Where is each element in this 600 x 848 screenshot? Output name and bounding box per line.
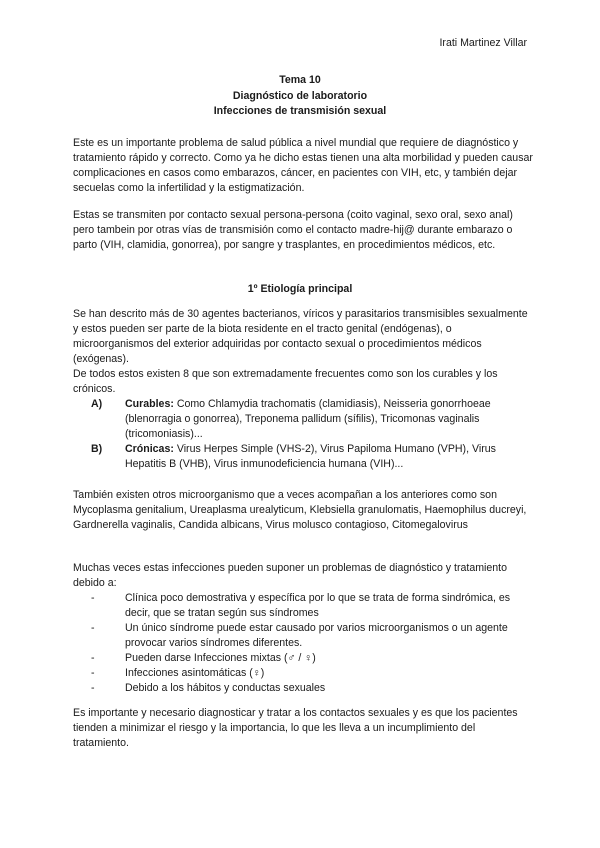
intro-text-1: Este es un importante problema de salud pública a nivel mundial que requiere de diagnóstico y tratamiento rápido y correcto. Como ya he dicho estas tienen una alta morbilidad y pueden causar complicaciones en casos como embarazos, cáncer, en pacientes con VIH, etc, y también dejar secuelas como la infertilidad y la estigmatización. xyxy=(73,137,533,194)
etiology-paragraph-1: Se han descrito más de 30 agentes bacterianos, víricos y parasitarios transmisibles sexualmente y estos pueden ser parte de la biota residente en el tracto genital (endógenas), o microorganismos del exterior adquiridas por contacto sexual o procedimientos médicos (exógenas). xyxy=(73,308,528,365)
list-item xyxy=(91,651,533,666)
list-item xyxy=(91,666,533,681)
list-item-text: Pueden darse Infecciones mixtas (♂ / ♀) xyxy=(125,652,316,664)
list-item-text: Clínica poco demostrativa y específica por lo que se trata de forma sindrómica, es decir, que se tratan según sus síndromes xyxy=(125,592,511,619)
list-item-cronicas xyxy=(91,442,533,472)
intro-text-2: Estas se transmiten por contacto sexual persona-persona (coito vaginal, sexo oral, sexo anal) pero tambein por otras vías de transmisión como el contacto madre-hij@ durante embarazo o parto (VIH, clamidia, gonorrea), por sangre y trasplantes, en procedimientos médicos, etc. xyxy=(73,209,513,251)
title-subject: Diagnóstico de laboratorio xyxy=(232,89,368,102)
list-marker: B) xyxy=(91,443,103,455)
etiology-block xyxy=(73,307,533,472)
list-marker: A) xyxy=(91,398,103,410)
title-topic: Tema 10 xyxy=(279,74,321,86)
closing-text: Es importante y necesario diagnosticar y tratar a los contactos sexuales y es que los pacientes tienden a minimizar el riesgo y la importancia, lo que les lleva a un incumplimiento del tratamiento. xyxy=(73,707,518,749)
list-item xyxy=(91,681,533,696)
list-term: Curables: xyxy=(125,398,174,410)
list-item-text: Infecciones asintomáticas (♀) xyxy=(125,667,265,679)
intro-paragraph-1 xyxy=(73,136,533,196)
etiology-list xyxy=(73,397,533,472)
list-item-curables xyxy=(91,397,533,442)
document-title xyxy=(0,73,600,120)
list-item-text: Un único síndrome puede estar causado por varios microorganismos o un agente provocar varios síndromes diferentes. xyxy=(125,622,508,649)
dash-bullet: - xyxy=(91,622,95,634)
dash-bullet: - xyxy=(91,667,95,679)
section-heading: 1º Etiología principal xyxy=(247,283,353,295)
diagnosis-problems-intro: Muchas veces estas infecciones pueden suponer un problemas de diagnóstico y tratamiento debido a: xyxy=(73,562,508,589)
title-subtitle: Infecciones de transmisión sexual xyxy=(213,105,387,117)
intro-paragraph-2 xyxy=(73,208,533,253)
list-text: Como Chlamydia trachomatis (clamidiasis), Neisseria gonorrhoeae (blenorragia o gonorrea), Treponema pallidum (sífilis), Tricomonas vaginalis (tricomoniasis)... xyxy=(125,398,491,440)
diagnosis-problems-block xyxy=(73,561,533,696)
list-term: Crónicas: xyxy=(125,443,174,455)
dash-bullet: - xyxy=(91,682,95,694)
author-name: Irati Martinez Villar xyxy=(439,37,527,49)
list-item-text: Debido a los hábitos y conductas sexuales xyxy=(125,682,326,694)
etiology-paragraph-2: De todos estos existen 8 que son extremadamente frecuentes como son los curables y los crónicos. xyxy=(73,368,498,395)
dash-bullet: - xyxy=(91,592,95,604)
closing-paragraph xyxy=(73,706,533,751)
other-microorganisms-text: También existen otros microorganismo que a veces acompañan a los anteriores como son Mycoplasma genitalium, Ureaplasma urealyticum, Klebsiella granulomatis, Haemophilus ducreyi, Gardnerella vaginalis, Candida albicans, Virus molusco contagioso, Citomegalovirus xyxy=(73,489,527,531)
diagnosis-problems-list xyxy=(73,591,533,696)
dash-bullet: - xyxy=(91,652,95,664)
list-item xyxy=(91,621,533,651)
list-text: Virus Herpes Simple (VHS-2), Virus Papiloma Humano (VPH), Virus Hepatitis B (VHB), Virus inmunodeficiencia humana (VIH)... xyxy=(125,443,496,470)
other-microorganisms-paragraph xyxy=(73,488,533,533)
list-item xyxy=(91,591,533,621)
